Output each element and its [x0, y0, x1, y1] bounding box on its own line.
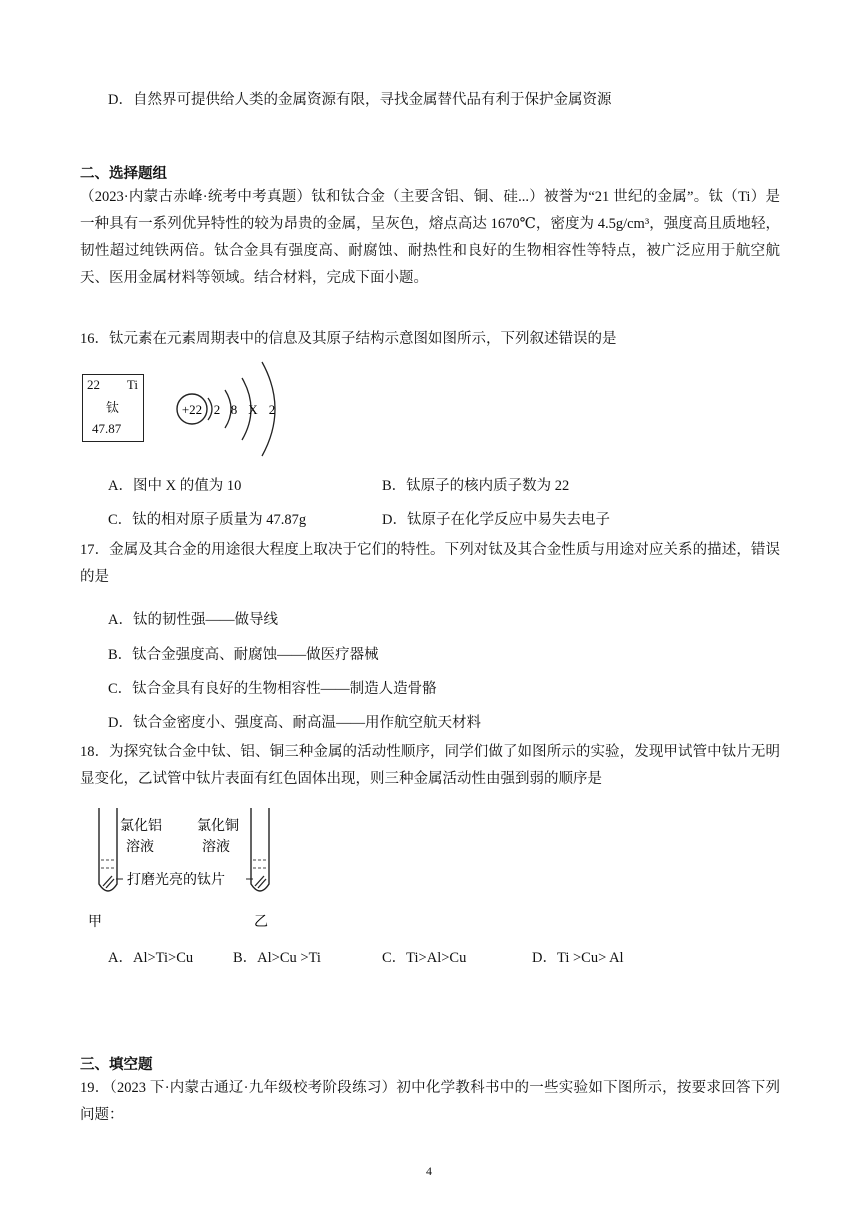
atomic-number: 22: [87, 377, 100, 392]
q16-option-d: D．钛原子在化学反应中易失去电子: [382, 512, 610, 528]
titanium-plate-label: 打磨光亮的钛片: [127, 873, 225, 888]
shell-4-count: 2: [268, 402, 276, 417]
shell-2-count: 8: [230, 402, 238, 417]
q15-option-d: D．自然界可提供给人类的金属资源有限，寻找金属替代品有利于保护金属资源: [108, 92, 612, 108]
q16-option-c: C．钛的相对原子质量为 47.87g: [108, 512, 307, 528]
q17-stem: 17．金属及其合金的用途很大程度上取决于它们的特性。下列对钛及其合金性质与用途对应关系的描述，错误的是: [80, 542, 780, 585]
right-tube-label: 乙: [254, 915, 268, 930]
q17-option-d: D．钛合金密度小、强度高、耐高温——用作航空航天材料: [108, 715, 481, 731]
left-solution-label-2: 溶液: [126, 840, 154, 855]
q18-option-a: A．Al>Ti>Cu: [108, 950, 194, 966]
nucleus-charge: +22: [181, 402, 203, 417]
q17-option-a: A．钛的韧性强——做导线: [108, 612, 278, 628]
left-titanium-plate: [103, 876, 112, 886]
right-titanium-plate: [255, 876, 264, 886]
element-name: 钛: [106, 400, 120, 415]
shell-arc-1: [208, 398, 212, 420]
element-symbol: Ti: [126, 377, 138, 392]
q16-stem: 16．钛元素在元素周期表中的信息及其原子结构示意图如图所示，下列叙述错误的是: [80, 331, 617, 347]
atom-structure-diagram: [170, 358, 290, 458]
q19-stem: 19．（2023 下·内蒙古通辽·九年级校考阶段练习）初中化学教科书中的一些实验如下图所示，按要求回答下列问题：: [80, 1080, 780, 1123]
section-2-title: 二、选择题组: [80, 166, 167, 182]
section-3-title: 三、填空题: [80, 1057, 153, 1073]
page-number: 4: [426, 1164, 432, 1178]
q18-stem: 18．为探究钛合金中钛、铝、铜三种金属的活动性顺序，同学们做了如图所示的实验，发现甲试管中钛片无明显变化，乙试管中钛片表面有红色固体出现，则三种金属活动性由强到弱的顺序是: [80, 744, 780, 787]
atomic-mass: 47.87: [92, 421, 122, 436]
q17-option-b: B．钛合金强度高、耐腐蚀——做医疗器械: [108, 647, 379, 663]
q18-option-d: D．Ti >Cu> Al: [532, 950, 624, 966]
left-solution-label-1: 氯化铝: [120, 819, 162, 834]
test-tube-experiment-figure: [86, 804, 286, 934]
shell-3-count: X: [248, 402, 258, 417]
element-tile: [82, 374, 144, 442]
right-solution-label-2: 溶液: [202, 840, 230, 855]
q17-option-c: C．钛合金具有良好的生物相容性——制造人造骨骼: [108, 681, 437, 697]
right-solution-label-1: 氯化铜: [197, 819, 239, 834]
left-tube-label: 甲: [88, 915, 102, 930]
left-test-tube: [99, 808, 117, 891]
section-2-passage: （2023·内蒙古赤峰·统考中考真题）钛和钛合金（主要含铝、铜、硅...）被誉为“21 世纪的金属”。钛（Ti）是一种具有一系列优异特性的较为昂贵的金属，呈灰色，熔点高达 1670℃，密度为 4.5g/cm³，强度高且质地轻，韧性超过纯铁两倍。钛合金具有强度高、耐腐蚀、耐热性和良好的生物相容性等特点，被广泛应用于航空航天、医用金属材料等领域。结合材料，完成下面小题。: [80, 189, 780, 286]
shell-1-count: 2: [213, 402, 221, 417]
right-test-tube: [251, 808, 269, 891]
q18-option-b: B．Al>Cu >Ti: [233, 950, 321, 966]
q16-option-a: A．图中 X 的值为 10: [108, 478, 242, 494]
q18-option-c: C．Ti>Al>Cu: [382, 950, 467, 966]
q16-option-b: B．钛原子的核内质子数为 22: [382, 478, 570, 494]
